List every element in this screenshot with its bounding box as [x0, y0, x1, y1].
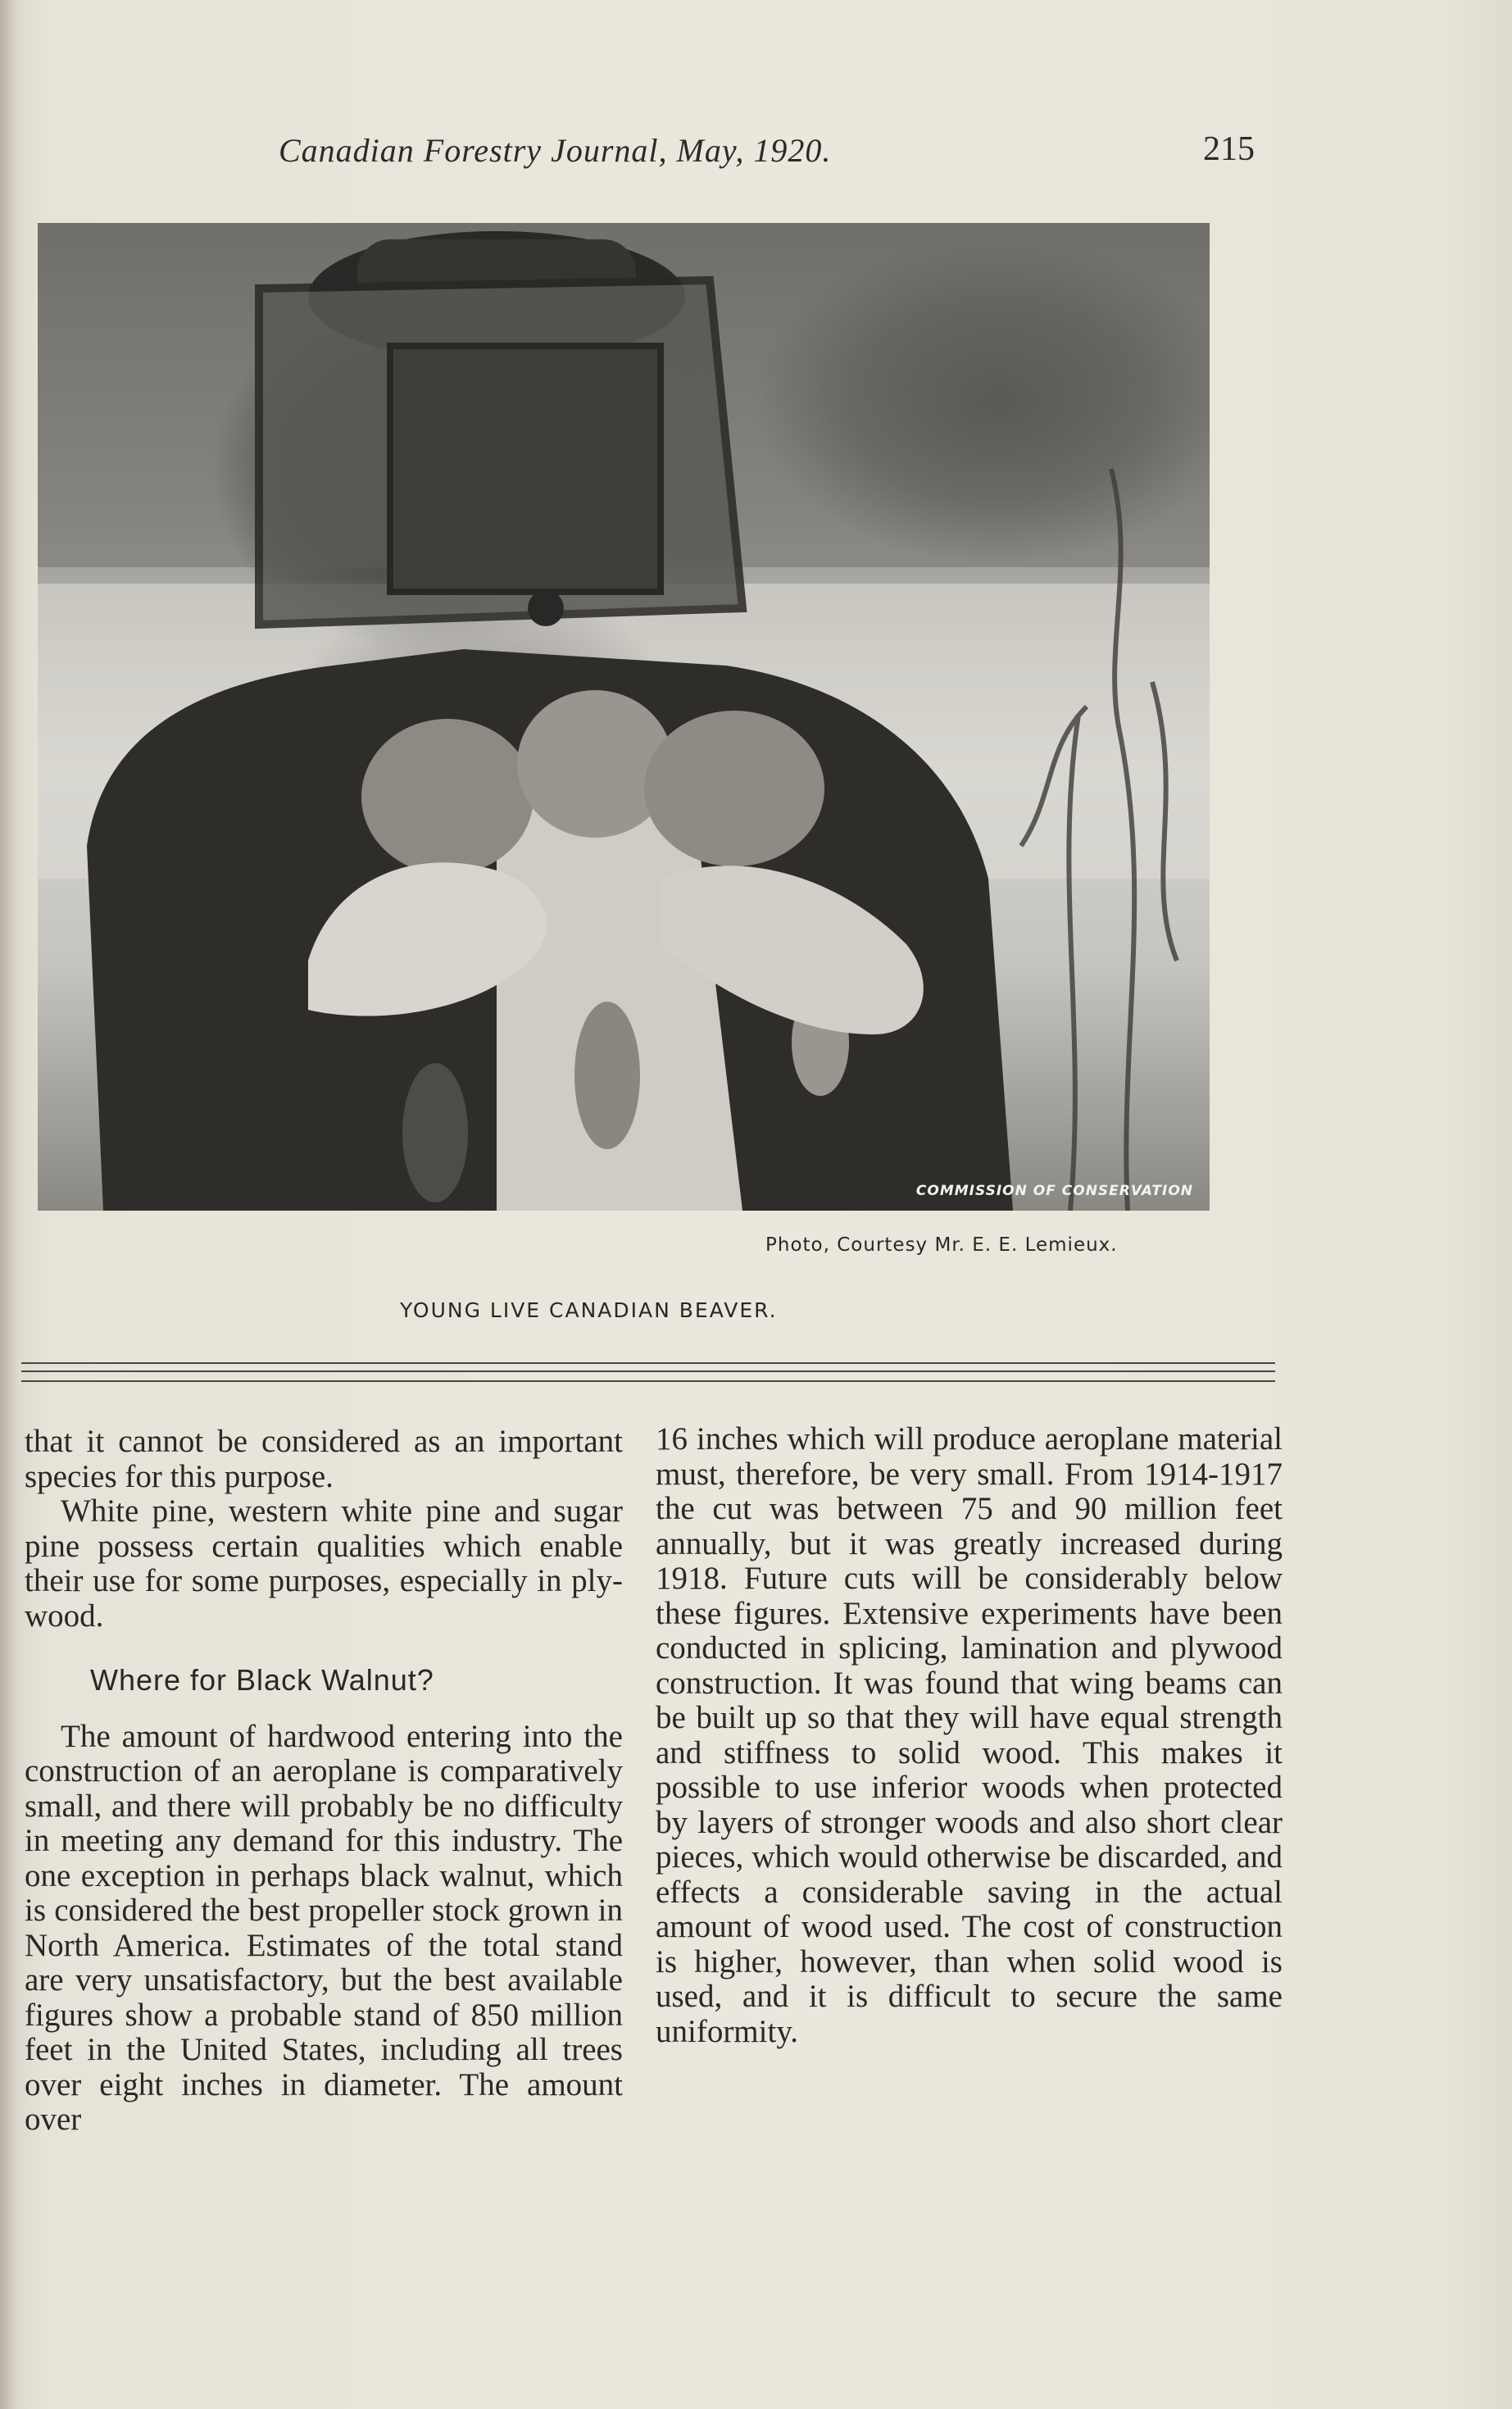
figure-caption: YOUNG LIVE CANADIAN BEAVER.	[400, 1298, 778, 1322]
right-column	[656, 1422, 1283, 2049]
paragraph: The amount of hardwood entering into the construction of an aeroplane is comparatively small, and there will probably be no difficulty in meeting any demand for this industry. The one exception in perhaps black walnut, which is considered the best propeller stock grown in North America. Estimates of the total stand are very unsatisfactory, but the best available figures show a probable stand of 850 million feet in the United States, including all trees over eight inches in diameter. The amount over	[25, 1718, 623, 2137]
running-title: Canadian Forestry Journal, May, 1920.	[279, 132, 832, 169]
beaver-photograph	[38, 223, 1210, 1211]
gutter-shadow	[0, 0, 18, 2409]
left-column	[25, 1425, 623, 2138]
divider-rule	[21, 1380, 1275, 1382]
paragraph: that it cannot be considered as an important species for this purpose.	[25, 1424, 623, 1494]
paragraph: 16 inches which will produce aeroplane material must, therefore, be very small. From 1914-1917 the cut was between 75 and 90 million feet annually, but it was greatly increased during 1918. Future cuts will be considerably below these figures. Extensive experiments have been conducted in splicing, lamination and plywood construction. It was found that wing beams can be built up so that they will have equal strength and stiffness to solid wood. This makes it possible to use inferior woods when protected by layers of stronger woods and also short clear pieces, which would otherwise be discarded, and effects a considerable saving in the actual amount of wood used. The cost of construction is higher, however, than when solid wood is used, and it is difficult to secure the same uniformity.	[656, 1421, 1283, 2049]
photograph-illustration	[38, 223, 1210, 1211]
photo-courtesy: Photo, Courtesy Mr. E. E. Lemieux.	[765, 1234, 1118, 1256]
section-heading: Where for Black Walnut?	[90, 1663, 434, 1697]
divider-rule	[21, 1370, 1275, 1372]
photo-stamp: COMMISSION OF CONSERVATION	[915, 1183, 1193, 1199]
page-number: 215	[1203, 130, 1255, 168]
divider-rule	[21, 1362, 1275, 1364]
paragraph: White pine, western white pine and sugar pine possess certain qualities which enable their use for some purposes, especially in ply-wood.	[25, 1493, 623, 1634]
